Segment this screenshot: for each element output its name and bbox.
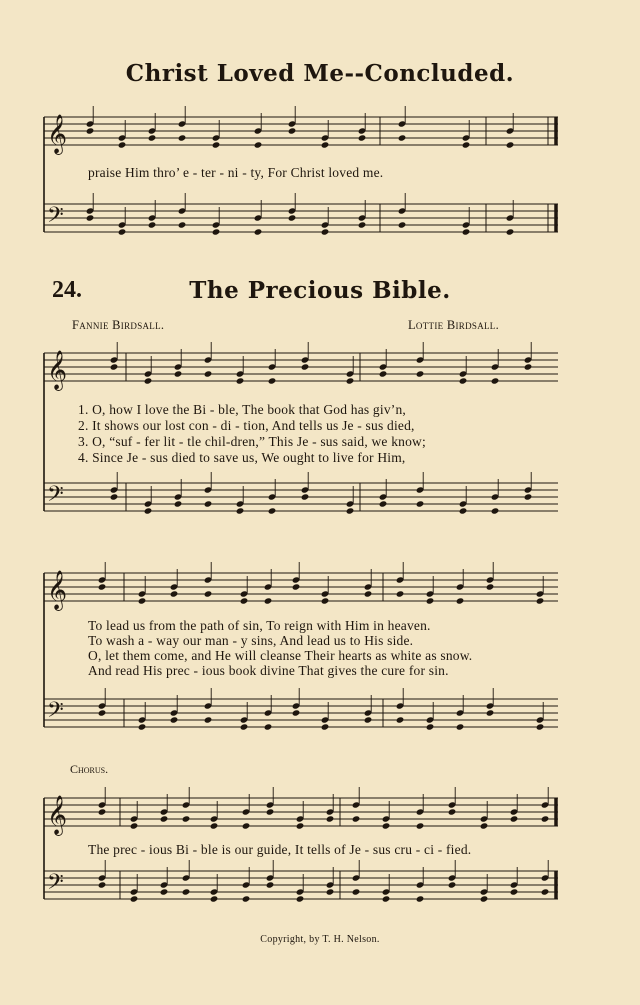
system-3-bass-note [296, 895, 305, 902]
system-1-treble-note [301, 363, 310, 370]
system-3-treble-note [510, 815, 519, 822]
system-3-bass-note [160, 888, 169, 895]
system-2-bass-note [98, 709, 107, 716]
system-2-treble-note [456, 597, 465, 604]
system-3-treble-note [480, 822, 489, 829]
system-2-bass-note [240, 723, 249, 730]
copyright-notice: Copyright, by T. H. Nelson. [260, 934, 380, 945]
system-2-bass-note [204, 716, 213, 723]
system-2-treble-note [364, 590, 373, 597]
system-3-treble-note [382, 822, 391, 829]
system-0-treble-note [178, 134, 187, 141]
system-1-treble-note [491, 377, 500, 384]
system-0-treble-note [288, 127, 297, 134]
system-0-bass-note [358, 221, 367, 228]
system-2-bass-note [486, 709, 495, 716]
system-3-treble-note [182, 815, 191, 822]
system-2-bass-note [456, 723, 465, 730]
verse-1-line-2: To lead us from the path of sin, To reign with Him in heaven. [88, 618, 431, 633]
system-2-bass-note [321, 723, 330, 730]
chorus-label: Chorus. [70, 762, 109, 776]
system-3-treble-note [326, 815, 335, 822]
system-1-bass-note [524, 493, 533, 500]
system-0-treble-note [321, 141, 330, 148]
system-1-treble-note [524, 363, 533, 370]
system-0-bass-note [148, 221, 157, 228]
system-0-bass-clef-icon: 𝄢 [47, 203, 64, 233]
concluded-title: Christ Loved Me--Concluded. [125, 60, 515, 87]
system-2-treble-note [98, 583, 107, 590]
system-0-treble-note [462, 141, 471, 148]
system-3-treble-note [352, 815, 361, 822]
system-3-bass-note [210, 895, 219, 902]
system-1-treble-note [416, 370, 425, 377]
system-0-bass-note [321, 228, 330, 235]
verse-4-line-2: And read His prec - ious book divine That gives the cure for sin. [88, 663, 449, 678]
system-3-treble-note [210, 822, 219, 829]
system-1-treble-note [379, 370, 388, 377]
system-3-bass-note [130, 895, 139, 902]
system-2-treble-clef-icon: 𝄞 [47, 570, 68, 610]
verse-4-line-1: 4. Since Je - sus died to save us, We ought to live for Him, [78, 450, 406, 465]
system-2-bass-note [138, 723, 147, 730]
system-2-bass-note [364, 716, 373, 723]
system-3-bass-note [182, 888, 191, 895]
system-0-treble-note [212, 141, 221, 148]
music-credit: Lottie Birdsall. [408, 318, 500, 332]
system-3-treble-note [296, 822, 305, 829]
verse-3-line-1: 3. O, “suf - fer lit - tle chil-dren,” This Je - sus said, we know; [78, 434, 426, 449]
system-2-treble-note [138, 597, 147, 604]
system-0-treble-note [118, 141, 127, 148]
system-1-treble-note [459, 377, 468, 384]
system-1-treble-note [174, 370, 183, 377]
system-3-treble-note [541, 815, 550, 822]
system-3-treble-note [160, 815, 169, 822]
system-2-treble-note [204, 590, 213, 597]
system-3-bass-note [242, 895, 251, 902]
system-0-treble-note [398, 134, 407, 141]
system-1-bass-clef-icon: 𝄢 [47, 482, 64, 512]
system-1-bass-note [204, 500, 213, 507]
system-3-treble-note [242, 822, 251, 829]
system-0-bass-note [118, 228, 127, 235]
system-3-bass-note [382, 895, 391, 902]
system-2-treble-note [396, 590, 405, 597]
system-3-treble-note [130, 822, 139, 829]
system-1-bass-note [301, 493, 310, 500]
system-3-bass-note [326, 888, 335, 895]
system-1-bass-note [379, 500, 388, 507]
system-2-bass-note [264, 723, 273, 730]
system-1-treble-note [268, 377, 277, 384]
verse-2-line-1: 2. It shows our lost con - di - tion, And tells us Je - sus died, [78, 418, 415, 433]
system-3-bass-note [541, 888, 550, 895]
system-0-treble-note [86, 127, 95, 134]
system-1-treble-clef-icon: 𝄞 [47, 350, 68, 390]
system-3-treble-note [416, 822, 425, 829]
system-1-bass-note [174, 500, 183, 507]
system-0-treble-note [358, 134, 367, 141]
system-2-bass-note [396, 716, 405, 723]
system-2-bass-note [292, 709, 301, 716]
system-0-treble-note [254, 141, 263, 148]
system-0-bass-note [254, 228, 263, 235]
chorus-lyric: The prec - ious Bi - ble is our guide, It tells of Je - sus cru - ci - fied. [88, 842, 472, 857]
system-3-treble-note [448, 808, 457, 815]
verse-1-line-1: 1. O, how I love the Bi - ble, The book that God has giv’n, [78, 402, 407, 417]
system-0-treble-note [506, 141, 515, 148]
system-2-bass-note [426, 723, 435, 730]
system-1-bass-note [236, 507, 245, 514]
system-1-bass-note [110, 493, 119, 500]
system-3-treble-note [266, 808, 275, 815]
system-3-bass-note [98, 881, 107, 888]
system-2-treble-note [240, 597, 249, 604]
system-1-bass-note [144, 507, 153, 514]
system-2-bass-clef-icon: 𝄢 [47, 698, 64, 728]
system-1-treble-note [110, 363, 119, 370]
system-2-treble-note [170, 590, 179, 597]
system-2-treble-note [486, 583, 495, 590]
system-1-bass-note [491, 507, 500, 514]
system-0-treble-clef-icon: 𝄞 [47, 114, 68, 154]
system-0-bass-note [506, 228, 515, 235]
system-1-bass-note [268, 507, 277, 514]
system-3-bass-note [448, 881, 457, 888]
verse-3-line-2: O, let them come, and He will cleanse Their hearts as white as snow. [88, 648, 473, 663]
hymn-number: 24. [52, 277, 82, 303]
system-1-treble-note [144, 377, 153, 384]
system-2-treble-note [426, 597, 435, 604]
system-2-bass-note [170, 716, 179, 723]
system-3-bass-note [352, 888, 361, 895]
system-3-treble-note [98, 808, 107, 815]
system-1-bass-note [416, 500, 425, 507]
system-3-bass-note [416, 895, 425, 902]
system-2-bass-note [536, 723, 545, 730]
system-2-treble-note [321, 597, 330, 604]
system-3-bass-note [266, 881, 275, 888]
system-1-treble-note [236, 377, 245, 384]
system-0-bass-note [212, 228, 221, 235]
system-0-bass-note [462, 228, 471, 235]
system-0-bass-note [398, 221, 407, 228]
system-2-treble-note [292, 583, 301, 590]
system-1-treble-note [346, 377, 355, 384]
system-1-treble-note [204, 370, 213, 377]
system-3-treble-clef-icon: 𝄞 [47, 795, 68, 835]
system-0-bass-note [178, 221, 187, 228]
system-0-bass-note [86, 214, 95, 221]
system-2-treble-note [536, 597, 545, 604]
system-0-bass-note [288, 214, 297, 221]
system-1-bass-note [346, 507, 355, 514]
system-3-bass-note [480, 895, 489, 902]
system-2-treble-note [264, 597, 273, 604]
top-lyric-line: praise Him thro’ e - ter - ni - ty, For Christ loved me. [88, 165, 384, 180]
words-credit: Fannie Birdsall. [72, 318, 165, 332]
system-3-bass-clef-icon: 𝄢 [47, 870, 64, 900]
verse-2-line-2: To wash a - way our man - y sins, And lead us to His side. [88, 633, 414, 648]
system-0-treble-note [148, 134, 157, 141]
system-3-bass-note [510, 888, 519, 895]
system-1-bass-note [459, 507, 468, 514]
hymn-title: The Precious Bible. [189, 277, 451, 304]
